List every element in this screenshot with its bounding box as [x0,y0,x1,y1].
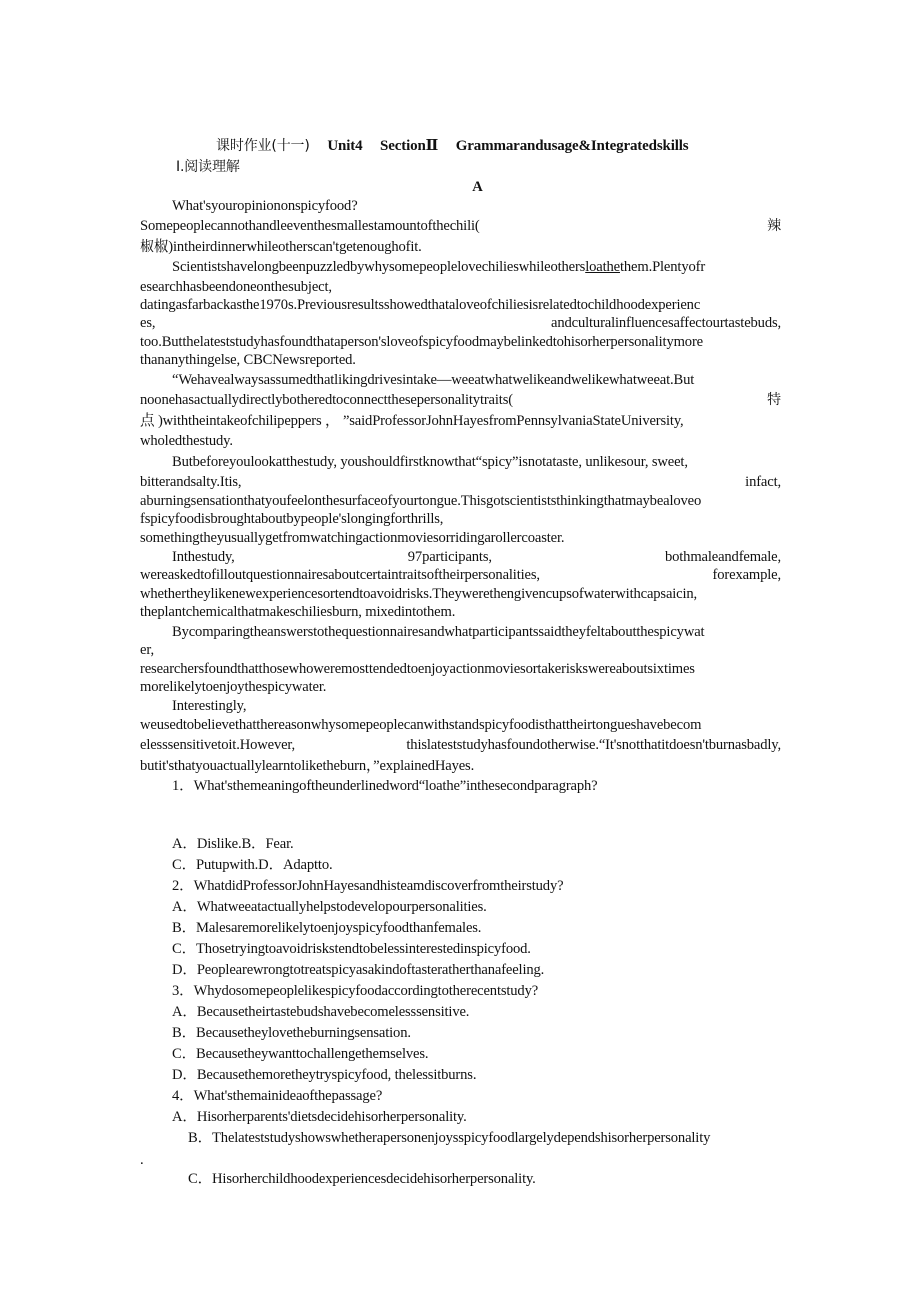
passage-line: Bycomparingtheanswerstothequestionnairesandwhatparticipantssaidtheyfeltaboutthespicywat [172,624,705,640]
question-option-continuation: . [140,1152,144,1168]
text-span: 97participants, [407,549,492,565]
question-option: D．Peoplearewrongtotreatspicyasakindoftasteratherthanafeeling. [172,962,545,978]
question-option: B．Becausetheylovetheburningsensation. [172,1025,411,1041]
text-span: forexample, [712,567,781,583]
passage-line: researchersfoundthatthosewhoweremosttendedtoenjoyactionmoviesortakeriskswereaboutsixtimes [140,661,695,677]
passage-line [172,548,781,566]
passage-line: morelikelytoenjoythespicywater. [140,679,327,695]
part-heading: Ⅰ.阅读理解 [176,159,240,175]
passage-line: too.Butthelateststudyhasfoundthataperson'sloveofspicyfoodmaybelinkedtohisorherpersonalitymore [140,334,703,350]
passage-line: wholedthestudy. [140,433,233,449]
text-span: 特 [767,392,781,408]
passage-line [172,258,781,276]
title-cn: 课时作业(十一) [216,138,310,154]
text-span: thislateststudyhasfoundotherwise.“It'snotthatitdoesn'tburnasbadly, [406,737,781,753]
text-span: elesssensitivetoit.However, [140,737,296,753]
passage-line: thananythingelse, CBCNewsreported. [140,352,356,368]
question-option: B．Thelateststudyshowswhetherapersonenjoysspicyfoodlargelydependshisorherpersonality [188,1130,711,1146]
passage-line: 点 )withtheintakeofchilipeppers ， ”saidProfessorJohnHayesfromPennsylvaniaStateUniversity, [140,413,684,429]
text-span: es, [140,315,156,331]
text-span: Scientistshavelongbeenpuzzledbywhysomepeoplelovechilieswhileothers [172,259,586,275]
passage-line [140,238,781,256]
page-title [216,137,857,155]
question-stem: 2．WhatdidProfessorJohnHayesandhisteamdiscoverfromtheirstudy? [172,878,564,894]
text-span: Somepeoplecannothandleeventhesmallestamountofthechili( [140,218,480,234]
passage-line [140,566,781,584]
passage-line: aburningsensationthatyoufeelonthesurfaceofyourtongue.Thisgotscientiststhinkingthatmaybealoveo [140,493,702,509]
text-span: wereaskedtofilloutquestionnairesaboutcertaintraitsoftheirpersonalities, [140,567,540,583]
passage-line: somethingtheyusuallygetfromwatchingactionmoviesorridingarollercoaster. [140,530,565,546]
passage-line [140,314,781,332]
question-option: A．Dislike.B．Fear. [172,836,294,852]
passage-line [140,217,781,235]
title-unit: Unit4 [327,138,363,154]
text-span: 椒 [140,239,154,255]
text-span: them.Plentyofr [619,259,706,275]
passage-line: “Wehavealwaysassumedthatlikingdrivesintake—weeatwhatwelikeandwelikewhatweeat.But [172,372,695,388]
title-topic: Grammarandusage&Integratedskills [455,138,689,154]
question-option: A．Whatweeatactuallyhelpstodevelopourpersonalities. [172,899,487,915]
question-option: B．Malesaremorelikelytoenjoyspicyfoodthanfemales. [172,920,482,936]
question-option: D．Becausethemoretheytryspicyfood, thelessitburns. [172,1067,477,1083]
passage-line: theplantchemicalthatmakeschiliesburn, mixedintothem. [140,604,456,620]
question-stem: 3．Whydosomepeoplelikespicyfoodaccordingtotherecentstudy? [172,983,539,999]
underlined-word: loathe [585,259,620,275]
title-section: SectionⅡ [380,138,439,154]
text-span: infact, [745,474,781,490]
text-span: noonehasactuallydirectlybotheredtoconnectthesepersonalitytraits( [140,392,513,408]
passage-line: Butbeforeyoulookatthestudy, youshouldfirstknowthat“spicy”isnotataste, unlikesour, sweet, [172,454,688,470]
passage-line: whethertheylikenewexperiencesortendtoavoidrisks.Theywerethengivencupsofwaterwithcapsaicin, [140,586,698,602]
passage-line [140,391,781,409]
question-option: C．Becausetheywanttochallengethemselves. [172,1046,429,1062]
passage-line: esearchhasbeendoneonthesubject, [140,279,332,295]
passage-line: butit'sthatyouactuallylearntoliketheburn，”explainedHayes. [140,758,475,774]
passage-line: weusedtobelievethatthereasonwhysomepeoplecanwithstandspicyfoodisthattheirtongueshavebecom [140,717,702,733]
text-span: bothmaleandfemale, [664,549,781,565]
passage-line: fspicyfoodisbroughtaboutbypeople'slongingforthrills, [140,511,444,527]
passage-line [140,736,781,754]
question-stem: 1．What'sthemeaningoftheunderlinedword“loathe”inthesecondparagraph? [172,778,598,794]
passage-line: datingasfarbackasthe1970s.Previousresultsshowedthataloveofchiliesisrelatedtochildhoodexperienc [140,297,701,313]
passage-line: What'syouropiniononspicyfood? [172,198,358,214]
text-span: bitterandsalty.Itis, [140,474,242,490]
question-option: A．Hisorherparents'dietsdecidehisorherpersonality. [172,1109,467,1125]
text-span: 椒)intheirdinnerwhileotherscan'tgetenoughofit. [153,239,422,255]
question-option: C．Thosetryingtoavoidriskstendtobelessinterestedinspicyfood. [172,941,531,957]
passage-line: Interestingly, [172,698,247,714]
passage-line: er, [140,642,154,658]
text-span: 辣 [767,218,781,234]
question-option: C．Putupwith.D．Adaptto. [172,857,333,873]
question-option: C．Hisorherchildhoodexperiencesdecidehisorherpersonality. [188,1171,536,1187]
text-span: andculturalinfluencesaffectourtastebuds, [551,315,781,331]
question-option: A．Becausetheirtastebudshavebecomelesssensitive. [172,1004,470,1020]
passage-label: A [472,179,483,195]
text-span: Inthestudy, [172,549,235,565]
passage-line [140,473,781,491]
question-stem: 4．What'sthemainideaofthepassage? [172,1088,383,1104]
